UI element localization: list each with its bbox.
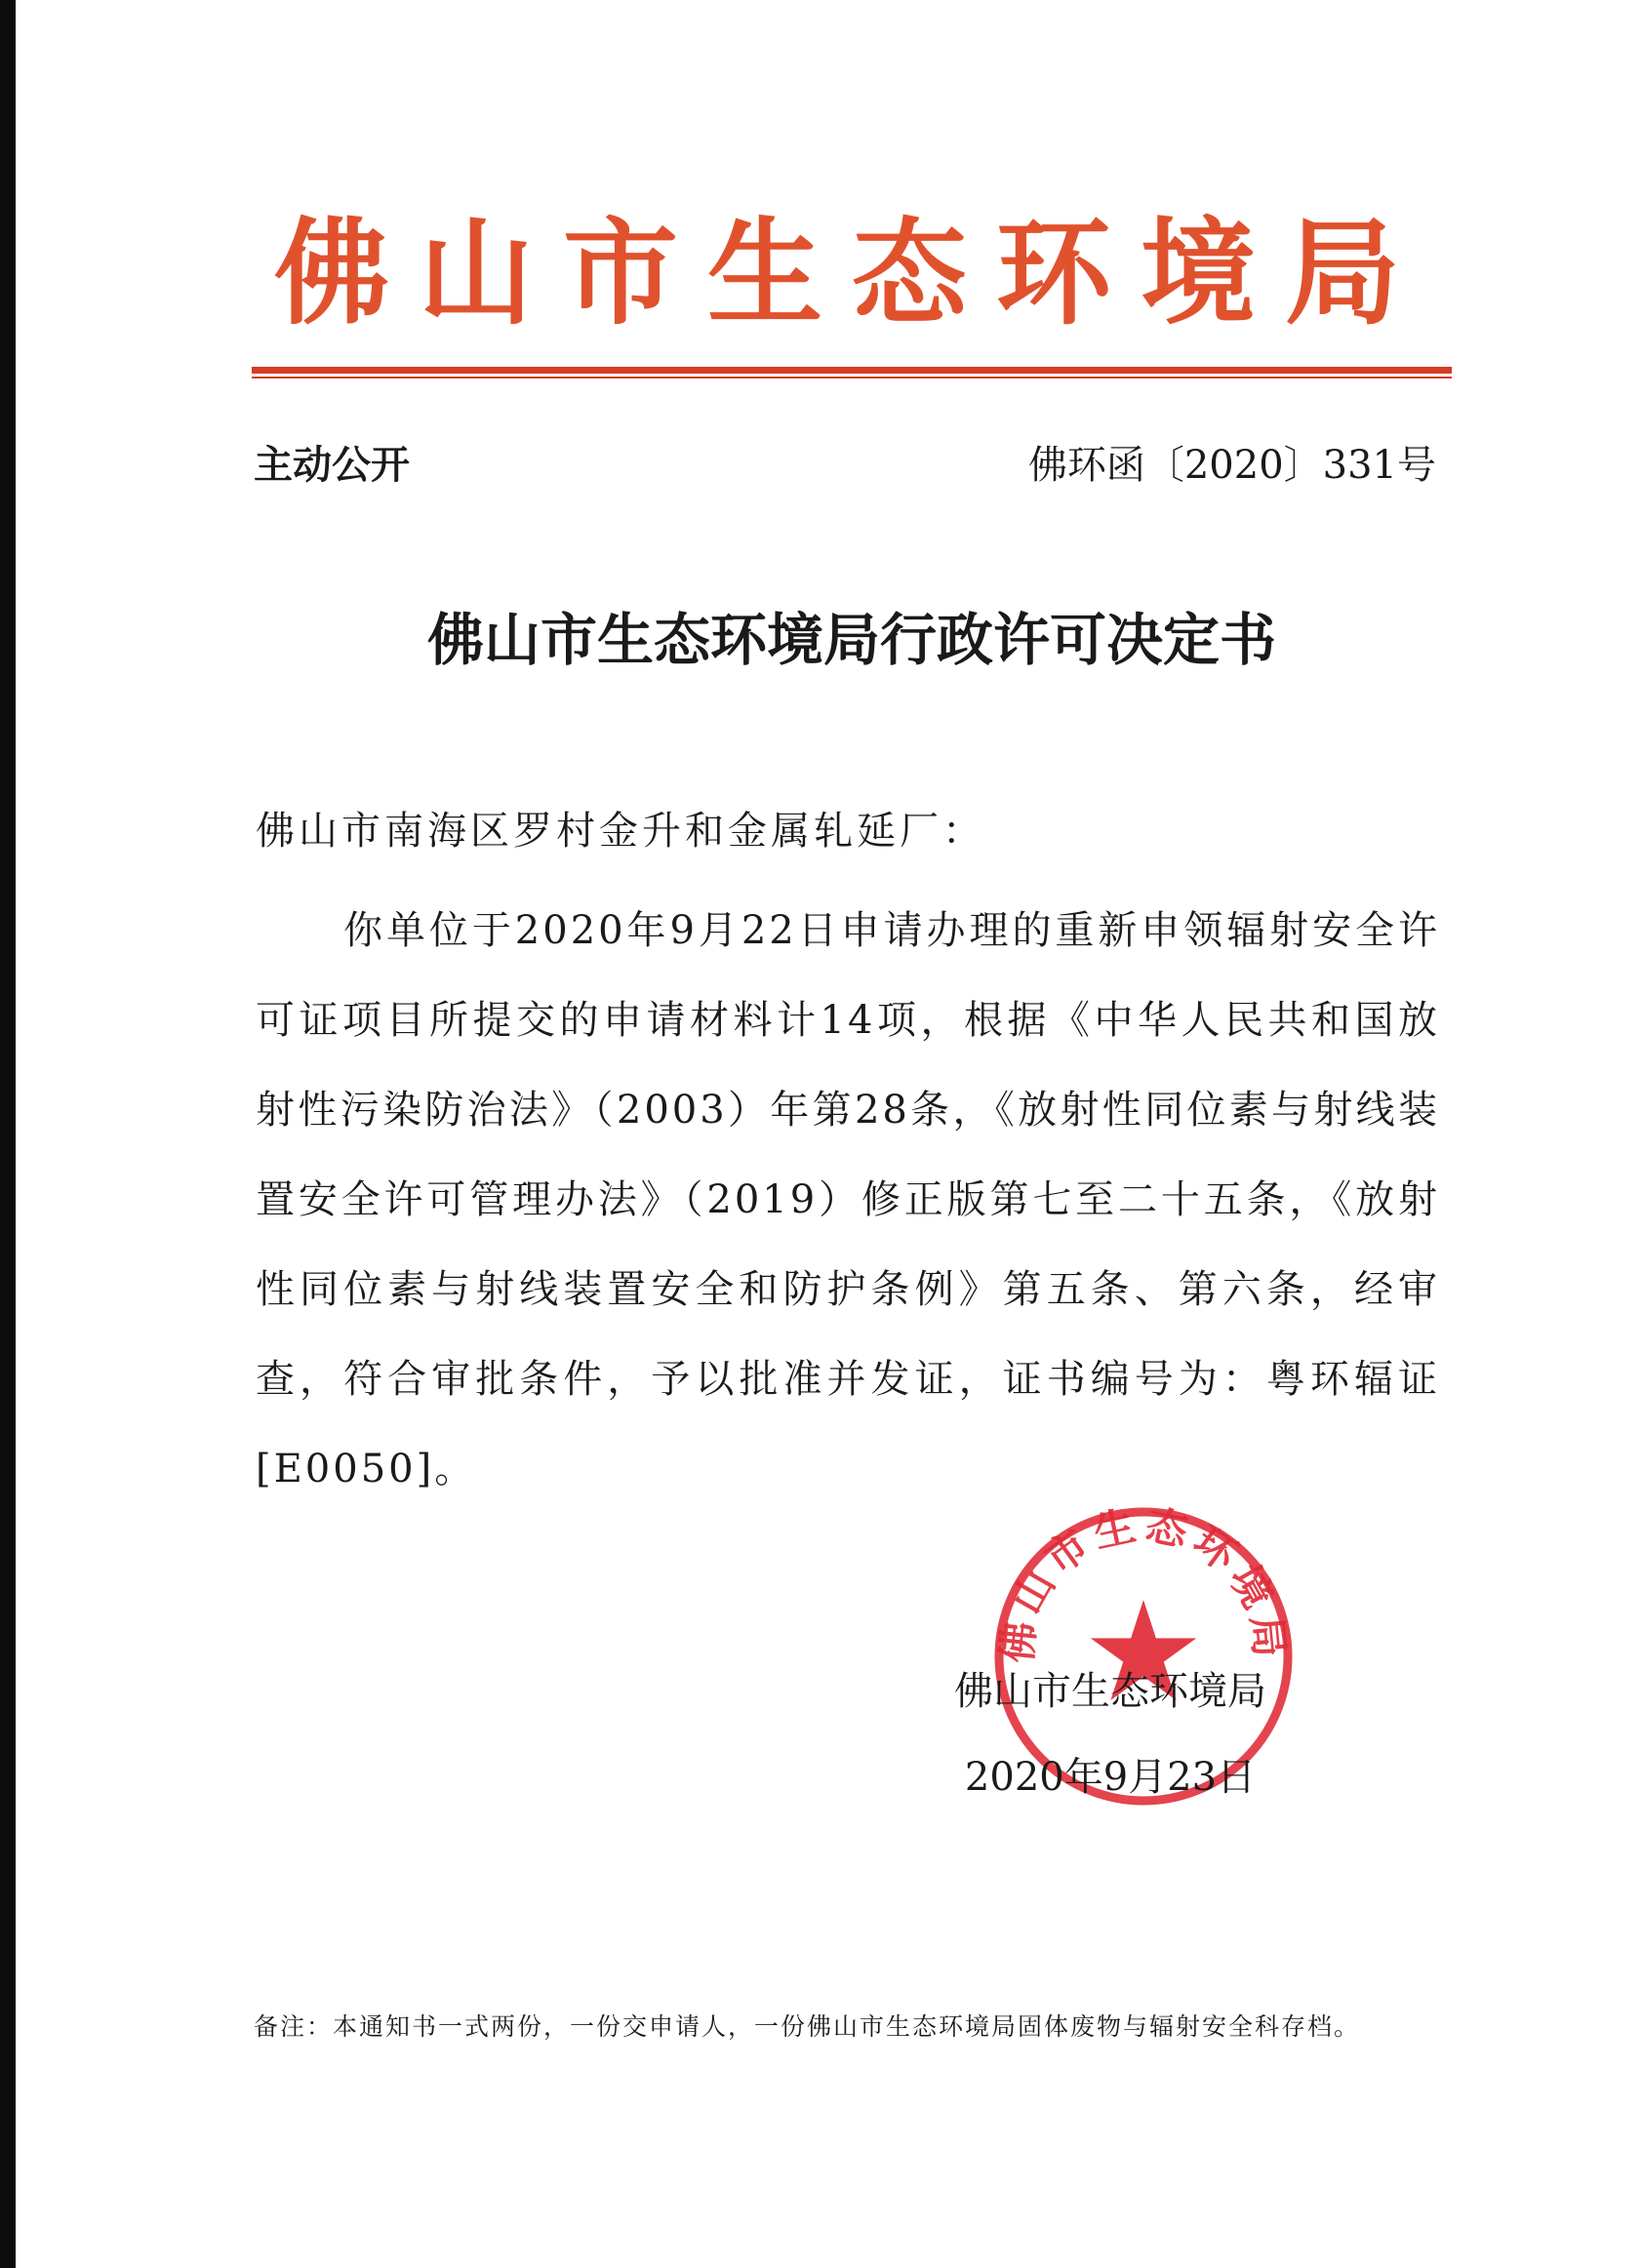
issue-date: 2020年9月23日: [964, 1755, 1257, 1800]
letterhead-red-rule-thin: [252, 377, 1452, 378]
disclosure-label: 主动公开: [254, 443, 410, 488]
document-title: 佛山市生态环境局行政许可决定书: [426, 607, 1276, 673]
letterhead-red-rule: [252, 367, 1452, 374]
agency-letterhead: 佛山市生态环境局: [273, 205, 1429, 340]
document-number: 佛环函〔2020〕331号: [1027, 443, 1436, 488]
footnote: 备注：本通知书一式两份，一份交申请人，一份佛山市生态环境局固体废物与辐射安全科存档。: [254, 2012, 1361, 2041]
seal-text: 佛山市生态环境局: [992, 1500, 1295, 1665]
addressee: 佛山市南海区罗村金升和金属轧延厂：: [256, 809, 985, 854]
body-paragraph: 你单位于2020年9月22日申请办理的重新申领辐射安全许可证项目所提交的申请材料计14项，根据《中华人民共和国放射性污染防治法》（2003）年第28条，《放射性同位素与射线装置安全许可管理办法》（2019）修正版第七至二十五条，《放射性同位素与射线装置安全和防护条例》第五条、第六条，经审查，符合审批条件，予以批准并发证，证书编号为：粤环辐证[E0050]。: [256, 908, 1440, 1492]
signature-block: [935, 1649, 1286, 1820]
scan-left-edge: [0, 0, 16, 2268]
issuer-name: 佛山市生态环境局: [954, 1669, 1266, 1714]
